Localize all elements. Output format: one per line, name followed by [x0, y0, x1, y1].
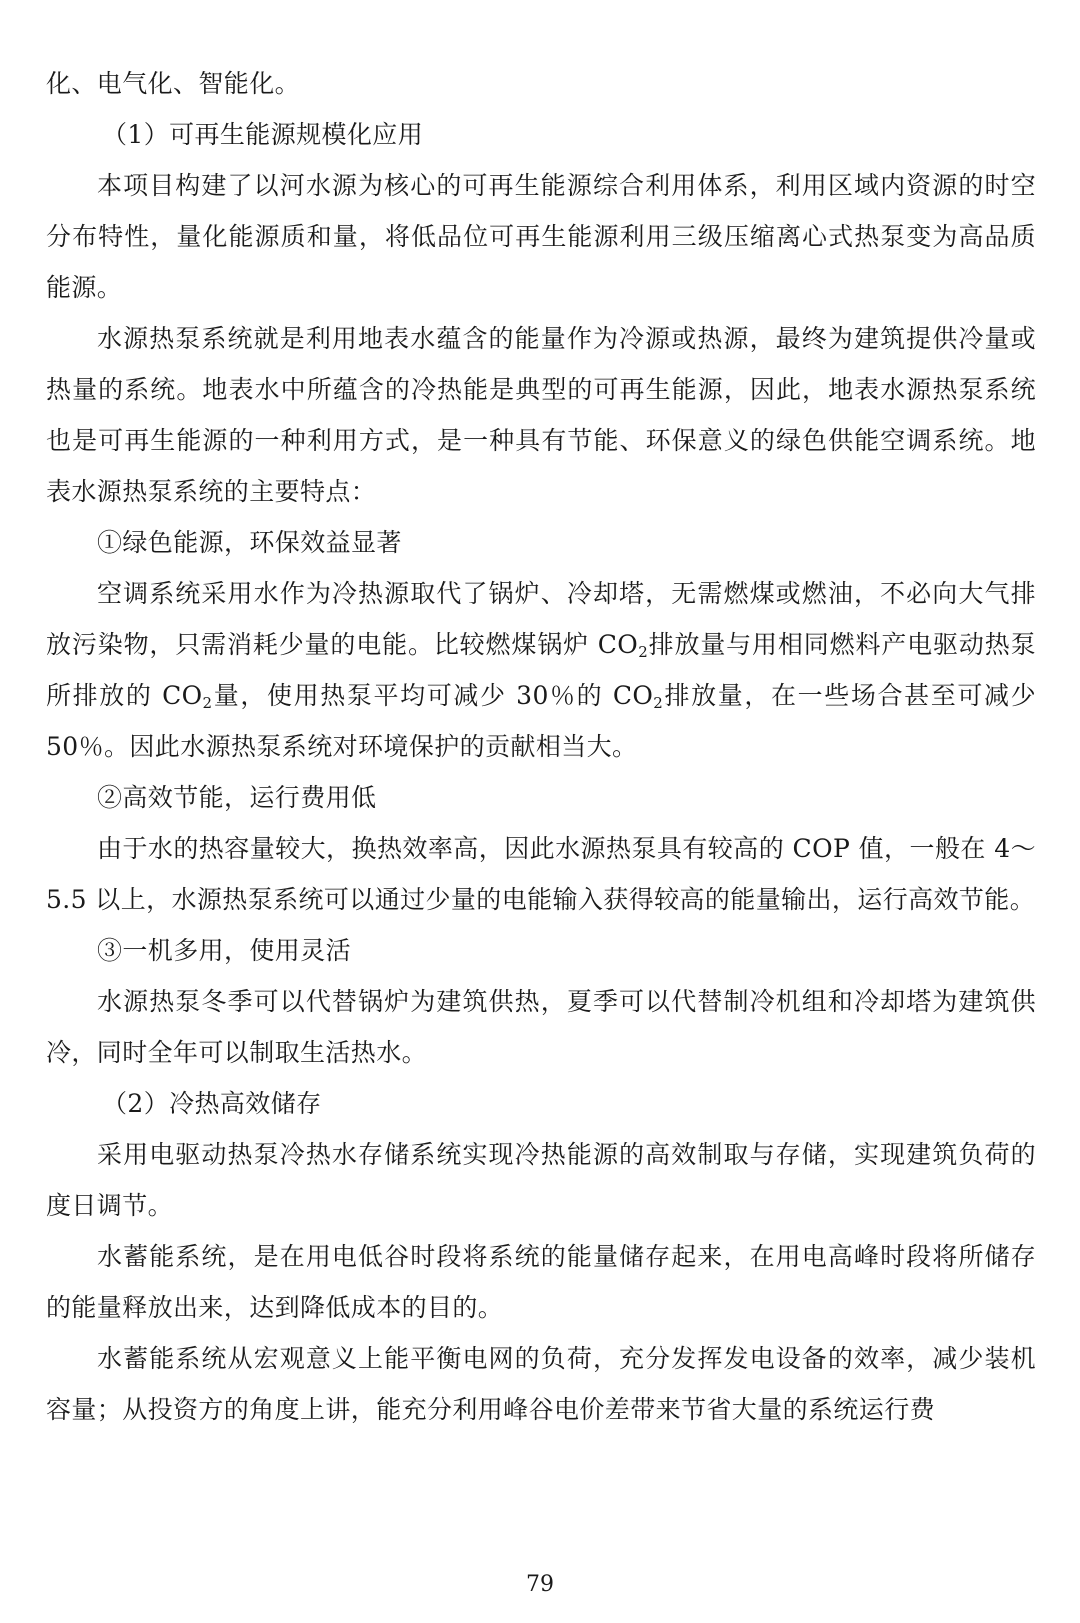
text-run: 排放量与用相同燃料产电驱动热泵所排放的 CO: [46, 630, 1036, 710]
subscript: 2: [202, 694, 213, 712]
paragraph-green-energy: [46, 568, 1036, 772]
text-run: 空调系统采用水作为冷热源取代了锅炉、冷却塔，无需燃煤或燃油，不必向大气排放污染物，只需消耗少量的电能。比较燃煤锅炉 CO: [46, 579, 1036, 659]
feature-heading-green-energy: ①绿色能源，环保效益显著: [97, 528, 402, 557]
paragraph-water-storage: 水蓄能系统，是在用电低谷时段将系统的能量储存起来，在用电高峰时段将所储存的能量释放出来，达到降低成本的目的。: [46, 1242, 1036, 1322]
paragraph-water-source-heat-pump: 水源热泵系统就是利用地表水蕴含的能量作为冷源或热源，最终为建筑提供冷量或热量的系统。地表水中所蕴含的冷热能是典型的可再生能源，因此，地表水源热泵系统也是可再生能源的一种利用方式，是一种具有节能、环保意义的绿色供能空调系统。地表水源热泵系统的主要特点：: [46, 324, 1036, 506]
page-number: 79: [526, 1572, 554, 1597]
paragraph-multi-use: 水源热泵冬季可以代替锅炉为建筑供热，夏季可以代替制冷机组和冷却塔为建筑供冷，同时全年可以制取生活热水。: [46, 987, 1036, 1067]
section-heading-1: （1）可再生能源规模化应用: [102, 120, 424, 149]
section-heading-2: （2）冷热高效储存: [102, 1089, 322, 1118]
document-body: [46, 58, 1036, 1435]
subscript: 2: [638, 643, 649, 661]
paragraph-continuation: 化、电气化、智能化。: [46, 69, 301, 98]
subscript: 2: [653, 694, 664, 712]
text-run: 排放量，在一些场合甚至可减少 50％。因此水源热泵系统对环境保护的贡献相当大。: [46, 681, 1036, 761]
feature-heading-multi-use: ③一机多用，使用灵活: [97, 936, 352, 965]
paragraph-efficiency: 由于水的热容量较大，换热效率高，因此水源热泵具有较高的 COP 值，一般在 4～5.5 以上，水源热泵系统可以通过少量的电能输入获得较高的能量输出，运行高效节能。: [46, 834, 1036, 914]
text-run: 量，使用热泵平均可减少 30％的 CO: [212, 681, 654, 710]
paragraph-storage: 采用电驱动热泵冷热水存储系统实现冷热能源的高效制取与存储，实现建筑负荷的度日调节。: [46, 1140, 1036, 1220]
paragraph-grid-balance: 水蓄能系统从宏观意义上能平衡电网的负荷，充分发挥发电设备的效率，减少装机容量；从投资方的角度上讲，能充分利用峰谷电价差带来节省大量的系统运行费: [46, 1344, 1036, 1424]
feature-heading-efficiency: ②高效节能，运行费用低: [97, 783, 377, 812]
paragraph-renewable-system: 本项目构建了以河水源为核心的可再生能源综合利用体系，利用区域内资源的时空分布特性，量化能源质和量，将低品位可再生能源利用三级压缩离心式热泵变为高品质能源。: [46, 171, 1036, 302]
